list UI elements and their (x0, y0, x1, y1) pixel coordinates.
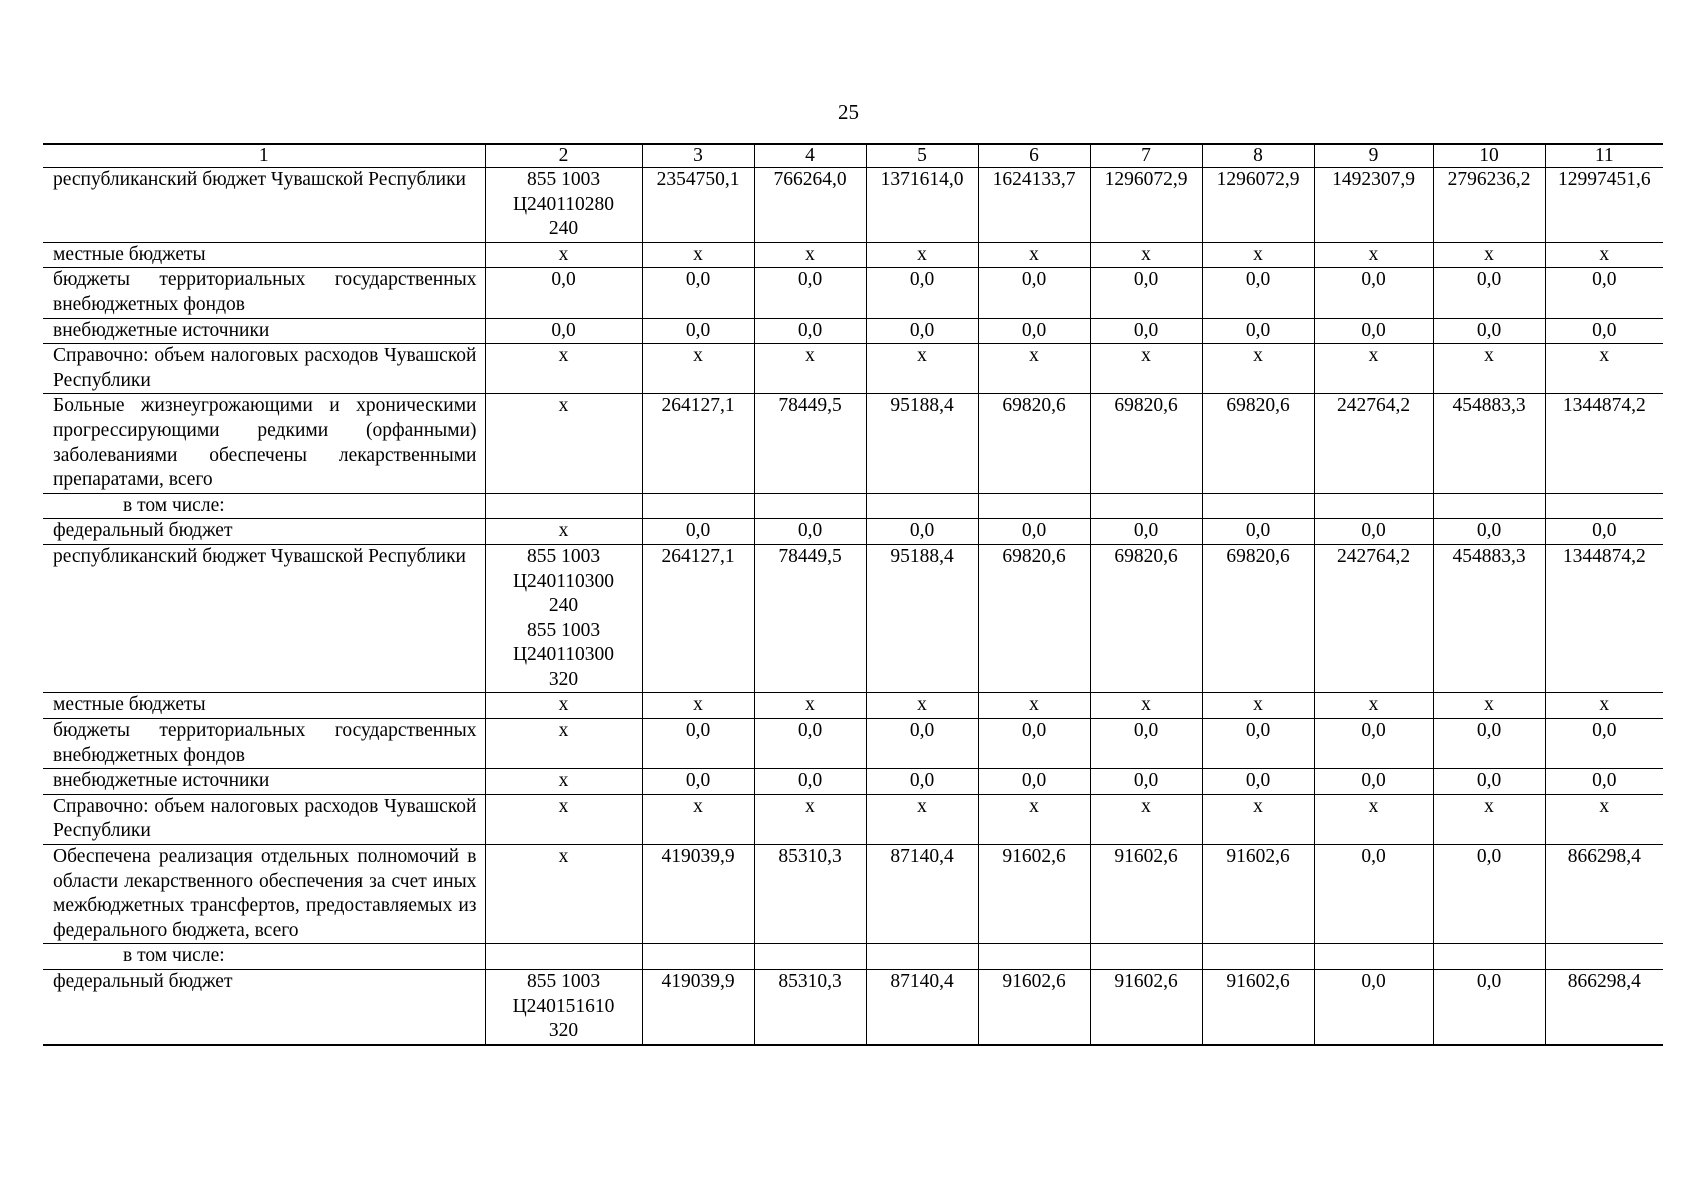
value-cell: x (1545, 693, 1663, 719)
budget-code-cell: 855 1003 Ц240110300 240 855 1003 Ц240110300 320 (485, 544, 642, 693)
budget-code-cell (485, 493, 642, 519)
value-cell: 264127,1 (642, 544, 754, 693)
budget-code-cell: 855 1003 Ц240110280 240 (485, 168, 642, 243)
value-cell: x (1202, 344, 1314, 394)
value-cell: 1296072,9 (1090, 168, 1202, 243)
budget-code-cell: x (485, 719, 642, 769)
table-row (43, 268, 1663, 318)
value-cell: x (978, 242, 1090, 268)
value-cell: x (1202, 693, 1314, 719)
value-cell: x (642, 794, 754, 844)
table-row (43, 318, 1663, 344)
value-cell: 0,0 (1545, 769, 1663, 795)
value-cell (1545, 944, 1663, 970)
value-cell: x (1090, 242, 1202, 268)
budget-code-cell (485, 944, 642, 970)
value-cell: x (1545, 344, 1663, 394)
table-body (43, 144, 1663, 1045)
value-cell: 91602,6 (1090, 970, 1202, 1045)
value-cell: 0,0 (642, 519, 754, 545)
table-row (43, 794, 1663, 844)
value-cell: x (866, 693, 978, 719)
row-label: Больные жизнеугрожающими и хроническими прогрессирующими редкими (орфанными) заболеваниями обеспечены лекарственными препаратами, всего (43, 394, 485, 493)
value-cell (866, 493, 978, 519)
row-label: республиканский бюджет Чувашской Республики (43, 544, 485, 693)
value-cell: 0,0 (1090, 769, 1202, 795)
column-header: 3 (642, 144, 754, 168)
column-header: 1 (43, 144, 485, 168)
value-cell: 454883,3 (1433, 544, 1545, 693)
row-label: в том числе: (43, 493, 485, 519)
column-header: 8 (1202, 144, 1314, 168)
value-cell: 0,0 (866, 268, 978, 318)
value-cell: 0,0 (866, 318, 978, 344)
value-cell (1314, 493, 1433, 519)
budget-table (43, 143, 1663, 1046)
column-header: 5 (866, 144, 978, 168)
budget-code-cell: x (485, 519, 642, 545)
value-cell: 242764,2 (1314, 394, 1433, 493)
value-cell: 419039,9 (642, 845, 754, 944)
value-cell: 69820,6 (978, 544, 1090, 693)
value-cell: x (1433, 693, 1545, 719)
column-header: 2 (485, 144, 642, 168)
value-cell: 0,0 (978, 719, 1090, 769)
value-cell: 0,0 (978, 268, 1090, 318)
value-cell: 0,0 (642, 318, 754, 344)
value-cell: x (1314, 242, 1433, 268)
table-row (43, 944, 1663, 970)
budget-code-cell: x (485, 769, 642, 795)
value-cell (754, 944, 866, 970)
value-cell: x (1090, 693, 1202, 719)
column-header: 9 (1314, 144, 1433, 168)
value-cell: 12997451,6 (1545, 168, 1663, 243)
row-label: федеральный бюджет (43, 519, 485, 545)
budget-code-cell: x (485, 794, 642, 844)
row-label: республиканский бюджет Чувашской Республики (43, 168, 485, 243)
value-cell: 85310,3 (754, 970, 866, 1045)
row-label: внебюджетные источники (43, 318, 485, 344)
value-cell: 0,0 (1202, 318, 1314, 344)
row-label: в том числе: (43, 944, 485, 970)
value-cell (1202, 944, 1314, 970)
row-label: Обеспечена реализация отдельных полномочий в области лекарственного обеспечения за счет иных межбюджетных трансфертов, предоставляемых из федерального бюджета, всего (43, 845, 485, 944)
value-cell: 0,0 (1314, 519, 1433, 545)
value-cell: 87140,4 (866, 845, 978, 944)
value-cell: x (642, 344, 754, 394)
value-cell: x (1090, 344, 1202, 394)
value-cell: x (866, 794, 978, 844)
value-cell: x (754, 344, 866, 394)
value-cell: 0,0 (1090, 318, 1202, 344)
value-cell: 69820,6 (1202, 544, 1314, 693)
value-cell: 85310,3 (754, 845, 866, 944)
value-cell: 419039,9 (642, 970, 754, 1045)
value-cell (1202, 493, 1314, 519)
value-cell: 0,0 (754, 769, 866, 795)
value-cell: x (866, 242, 978, 268)
row-label: Справочно: объем налоговых расходов Чувашской Республики (43, 344, 485, 394)
value-cell: 1624133,7 (978, 168, 1090, 243)
value-cell: 0,0 (1090, 268, 1202, 318)
value-cell: x (1545, 794, 1663, 844)
value-cell: 0,0 (754, 719, 866, 769)
value-cell: 0,0 (978, 519, 1090, 545)
value-cell: 0,0 (1433, 318, 1545, 344)
value-cell: 69820,6 (1090, 544, 1202, 693)
value-cell: 95188,4 (866, 394, 978, 493)
value-cell: x (1545, 242, 1663, 268)
value-cell: 0,0 (1314, 719, 1433, 769)
value-cell (754, 493, 866, 519)
table-row (43, 719, 1663, 769)
value-cell: 242764,2 (1314, 544, 1433, 693)
value-cell: x (1314, 794, 1433, 844)
value-cell: x (1314, 344, 1433, 394)
value-cell: 2796236,2 (1433, 168, 1545, 243)
table-row (43, 493, 1663, 519)
table-row (43, 845, 1663, 944)
column-header: 4 (754, 144, 866, 168)
value-cell: 0,0 (978, 318, 1090, 344)
value-cell: 91602,6 (978, 845, 1090, 944)
value-cell (978, 493, 1090, 519)
value-cell: 69820,6 (978, 394, 1090, 493)
value-cell: 0,0 (866, 719, 978, 769)
value-cell: x (1433, 242, 1545, 268)
value-cell: 0,0 (1202, 719, 1314, 769)
column-header: 11 (1545, 144, 1663, 168)
table-row (43, 693, 1663, 719)
value-cell: 0,0 (1545, 268, 1663, 318)
value-cell: x (642, 693, 754, 719)
value-cell (642, 493, 754, 519)
value-cell: 69820,6 (1202, 394, 1314, 493)
value-cell (1433, 493, 1545, 519)
value-cell: 91602,6 (978, 970, 1090, 1045)
value-cell: 0,0 (1090, 519, 1202, 545)
value-cell: 1344874,2 (1545, 544, 1663, 693)
value-cell: x (754, 242, 866, 268)
row-label: бюджеты территориальных государственных внебюджетных фондов (43, 719, 485, 769)
column-number-row (43, 144, 1663, 168)
row-label: федеральный бюджет (43, 970, 485, 1045)
budget-code-cell: 0,0 (485, 268, 642, 318)
value-cell: 0,0 (1433, 719, 1545, 769)
value-cell: 91602,6 (1202, 845, 1314, 944)
value-cell: 78449,5 (754, 544, 866, 693)
value-cell: 0,0 (866, 769, 978, 795)
row-label: бюджеты территориальных государственных внебюджетных фондов (43, 268, 485, 318)
value-cell: 1492307,9 (1314, 168, 1433, 243)
table-row (43, 544, 1663, 693)
value-cell: 1371614,0 (866, 168, 978, 243)
value-cell: 0,0 (1090, 719, 1202, 769)
budget-code-cell: 855 1003 Ц240151610 320 (485, 970, 642, 1045)
value-cell (978, 944, 1090, 970)
budget-code-cell: x (485, 693, 642, 719)
budget-code-cell: x (485, 344, 642, 394)
value-cell: 866298,4 (1545, 970, 1663, 1045)
value-cell (1314, 944, 1433, 970)
value-cell: 91602,6 (1202, 970, 1314, 1045)
value-cell: 866298,4 (1545, 845, 1663, 944)
value-cell: 95188,4 (866, 544, 978, 693)
row-label: Справочно: объем налоговых расходов Чувашской Республики (43, 794, 485, 844)
value-cell: 0,0 (978, 769, 1090, 795)
value-cell: 2354750,1 (642, 168, 754, 243)
value-cell: x (866, 344, 978, 394)
column-header: 7 (1090, 144, 1202, 168)
value-cell: 0,0 (1314, 970, 1433, 1045)
value-cell: x (1433, 344, 1545, 394)
value-cell: 0,0 (1433, 268, 1545, 318)
value-cell: 0,0 (642, 268, 754, 318)
value-cell: 1344874,2 (1545, 394, 1663, 493)
value-cell: x (978, 344, 1090, 394)
page-number: 25 (838, 100, 859, 124)
table-row (43, 394, 1663, 493)
value-cell: 0,0 (1545, 719, 1663, 769)
budget-code-cell: x (485, 242, 642, 268)
value-cell: 0,0 (754, 268, 866, 318)
value-cell (1545, 493, 1663, 519)
value-cell: 0,0 (754, 519, 866, 545)
budget-code-cell: x (485, 394, 642, 493)
column-header: 10 (1433, 144, 1545, 168)
value-cell: 0,0 (1433, 970, 1545, 1045)
value-cell: 0,0 (754, 318, 866, 344)
value-cell: x (1202, 794, 1314, 844)
value-cell: 0,0 (1433, 845, 1545, 944)
column-header: 6 (978, 144, 1090, 168)
table-row (43, 970, 1663, 1045)
value-cell: 0,0 (1202, 769, 1314, 795)
value-cell: 264127,1 (642, 394, 754, 493)
row-label: внебюджетные источники (43, 769, 485, 795)
value-cell: x (1433, 794, 1545, 844)
table-row (43, 242, 1663, 268)
value-cell: 0,0 (1433, 769, 1545, 795)
value-cell: x (754, 794, 866, 844)
value-cell (1090, 944, 1202, 970)
value-cell: x (754, 693, 866, 719)
value-cell: 0,0 (1314, 769, 1433, 795)
value-cell: x (642, 242, 754, 268)
table-row (43, 519, 1663, 545)
value-cell: 0,0 (1314, 318, 1433, 344)
value-cell: 0,0 (866, 519, 978, 545)
value-cell: 0,0 (642, 719, 754, 769)
value-cell: x (978, 794, 1090, 844)
value-cell: x (1314, 693, 1433, 719)
table-row (43, 168, 1663, 243)
value-cell: 0,0 (1545, 519, 1663, 545)
value-cell (642, 944, 754, 970)
value-cell: x (1090, 794, 1202, 844)
table-row (43, 344, 1663, 394)
value-cell: 0,0 (1314, 845, 1433, 944)
value-cell: 0,0 (642, 769, 754, 795)
budget-code-cell: x (485, 845, 642, 944)
table-row (43, 769, 1663, 795)
value-cell: 766264,0 (754, 168, 866, 243)
value-cell: 0,0 (1202, 268, 1314, 318)
value-cell: 0,0 (1433, 519, 1545, 545)
value-cell (866, 944, 978, 970)
value-cell: 87140,4 (866, 970, 978, 1045)
value-cell: 91602,6 (1090, 845, 1202, 944)
value-cell: 69820,6 (1090, 394, 1202, 493)
value-cell: 0,0 (1545, 318, 1663, 344)
value-cell: 0,0 (1314, 268, 1433, 318)
budget-code-cell: 0,0 (485, 318, 642, 344)
value-cell: x (1202, 242, 1314, 268)
value-cell: 0,0 (1202, 519, 1314, 545)
value-cell (1433, 944, 1545, 970)
value-cell: 1296072,9 (1202, 168, 1314, 243)
value-cell: 78449,5 (754, 394, 866, 493)
value-cell: 454883,3 (1433, 394, 1545, 493)
row-label: местные бюджеты (43, 693, 485, 719)
row-label: местные бюджеты (43, 242, 485, 268)
value-cell: x (978, 693, 1090, 719)
value-cell (1090, 493, 1202, 519)
